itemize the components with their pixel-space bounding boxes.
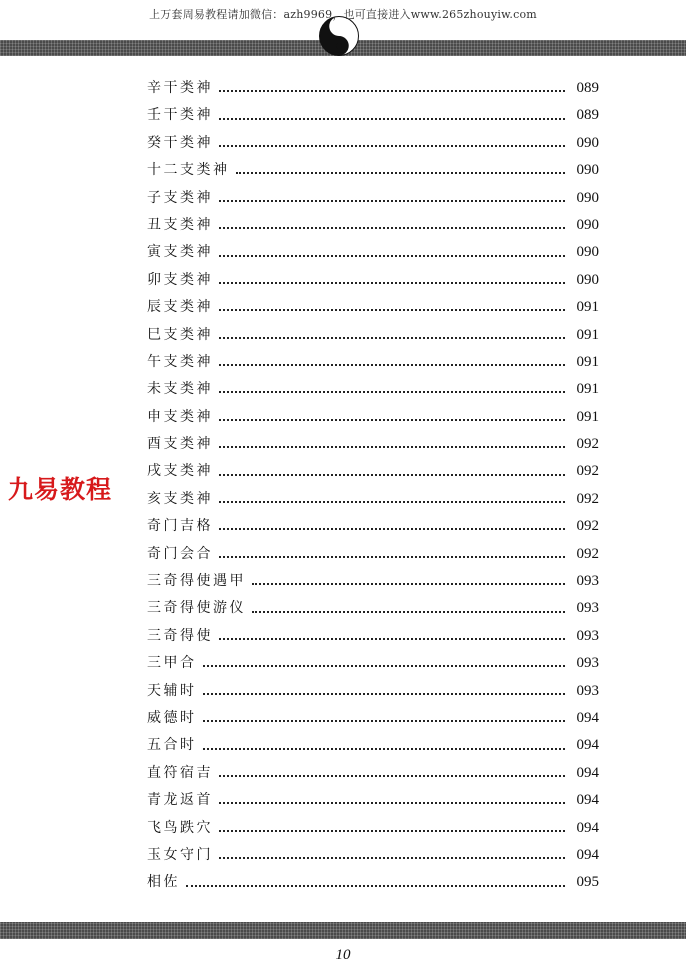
- toc-entry-title: 巳支类神: [147, 326, 213, 343]
- toc-entry[interactable]: [147, 678, 599, 705]
- toc-leader-dots: [219, 308, 565, 311]
- toc-entry-page: 094: [576, 764, 599, 781]
- toc-entry-page: 093: [576, 573, 599, 590]
- toc-entry-title: 亥支类神: [147, 490, 213, 507]
- footer-band: [0, 922, 686, 939]
- toc-entry-title: 未支类神: [147, 381, 213, 398]
- toc-entry[interactable]: [147, 212, 599, 239]
- toc-entry-title: 奇门吉格: [147, 518, 213, 535]
- toc-entry-page: 092: [576, 436, 599, 453]
- toc-leader-dots: [219, 254, 565, 257]
- toc-entry[interactable]: [147, 431, 599, 458]
- toc-entry-page: 094: [576, 709, 599, 726]
- toc-entry-page: 090: [576, 244, 599, 261]
- toc-entry-title: 五合时: [147, 737, 197, 754]
- toc-entry[interactable]: [147, 568, 599, 595]
- toc-entry-page: 093: [576, 655, 599, 672]
- toc-entry-title: 三奇得使游仪: [147, 600, 246, 617]
- toc-leader-dots: [219, 637, 565, 640]
- toc-entry-title: 辰支类神: [147, 299, 213, 316]
- toc-entry-title: 酉支类神: [147, 436, 213, 453]
- toc-leader-dots: [203, 692, 566, 695]
- toc-entry-page: 090: [576, 162, 599, 179]
- toc-entry[interactable]: [147, 541, 599, 568]
- toc-entry-page: 091: [576, 353, 599, 370]
- toc-entry-page: 094: [576, 792, 599, 809]
- toc-entry-title: 青龙返首: [147, 792, 213, 809]
- toc-leader-dots: [219, 226, 565, 229]
- toc-leader-dots: [219, 445, 565, 448]
- toc-entry-title: 三甲合: [147, 655, 197, 672]
- toc-leader-dots: [203, 719, 566, 722]
- toc-entry-title: 卯支类神: [147, 271, 213, 288]
- toc-leader-dots: [219, 801, 565, 804]
- toc-entry[interactable]: [147, 595, 599, 622]
- toc-leader-dots: [219, 527, 565, 530]
- toc-leader-dots: [236, 171, 566, 174]
- toc-entry-title: 天辅时: [147, 682, 197, 699]
- toc-entry-title: 戌支类神: [147, 463, 213, 480]
- toc-entry[interactable]: [147, 239, 599, 266]
- toc-entry[interactable]: [147, 732, 599, 759]
- toc-entry-title: 十二支类神: [147, 162, 230, 179]
- toc-entry[interactable]: [147, 513, 599, 540]
- toc-leader-dots: [252, 610, 565, 613]
- toc-entry-page: 089: [576, 107, 599, 124]
- toc-leader-dots: [219, 473, 565, 476]
- toc-entry[interactable]: [147, 787, 599, 814]
- toc-entry-title: 子支类神: [147, 189, 213, 206]
- toc-entry-title: 午支类神: [147, 353, 213, 370]
- toc-entry-page: 091: [576, 299, 599, 316]
- toc-leader-dots: [219, 418, 565, 421]
- top-note: 上万套周易教程请加微信：azh9969，也可直接进入www.265zhouyiw.com: [149, 8, 537, 21]
- toc-entry[interactable]: [147, 349, 599, 376]
- toc-leader-dots: [219, 390, 565, 393]
- table-of-contents: [147, 75, 599, 897]
- toc-leader-dots: [219, 336, 565, 339]
- toc-entry[interactable]: [147, 486, 599, 513]
- toc-entry[interactable]: [147, 650, 599, 677]
- toc-entry[interactable]: [147, 294, 599, 321]
- toc-entry-page: 094: [576, 819, 599, 836]
- toc-entry-page: 093: [576, 600, 599, 617]
- watermark: 九易教程: [8, 475, 113, 504]
- toc-entry[interactable]: [147, 75, 599, 102]
- toc-entry-page: 091: [576, 326, 599, 343]
- taiji-icon: [319, 16, 359, 56]
- toc-entry[interactable]: [147, 157, 599, 184]
- toc-entry-title: 壬干类神: [147, 107, 213, 124]
- toc-entry-page: 090: [576, 271, 599, 288]
- toc-entry-page: 094: [576, 846, 599, 863]
- toc-leader-dots: [203, 747, 566, 750]
- toc-leader-dots: [219, 500, 565, 503]
- toc-leader-dots: [219, 89, 565, 92]
- toc-entry[interactable]: [147, 185, 599, 212]
- toc-entry-page: 092: [576, 463, 599, 480]
- toc-entry-page: 092: [576, 518, 599, 535]
- toc-leader-dots: [219, 363, 565, 366]
- toc-entry-page: 091: [576, 408, 599, 425]
- toc-leader-dots: [219, 281, 565, 284]
- toc-entry[interactable]: [147, 458, 599, 485]
- toc-entry[interactable]: [147, 760, 599, 787]
- toc-entry[interactable]: [147, 842, 599, 869]
- page-number: 10: [335, 947, 351, 963]
- toc-entry-title: 飞鸟跌穴: [147, 819, 213, 836]
- toc-leader-dots: [203, 664, 566, 667]
- toc-entry-title: 辛干类神: [147, 80, 213, 96]
- toc-leader-dots: [219, 199, 565, 202]
- toc-entry-page: 090: [576, 134, 599, 151]
- toc-entry-page: 090: [576, 216, 599, 233]
- toc-entry[interactable]: [147, 869, 599, 896]
- toc-entry-title: 威德时: [147, 709, 197, 726]
- toc-entry[interactable]: [147, 623, 599, 650]
- toc-entry-page: 095: [576, 874, 599, 891]
- toc-entry-title: 寅支类神: [147, 244, 213, 261]
- toc-entry[interactable]: [147, 267, 599, 294]
- toc-entry-title: 丑支类神: [147, 216, 213, 233]
- toc-leader-dots: [219, 144, 565, 147]
- toc-entry-title: 相佐: [147, 874, 180, 891]
- toc-entry-title: 玉女守门: [147, 846, 213, 863]
- toc-entry[interactable]: [147, 705, 599, 732]
- toc-leader-dots: [219, 117, 565, 120]
- toc-entry[interactable]: [147, 322, 599, 349]
- toc-entry-title: 三奇得使遇甲: [147, 573, 246, 590]
- toc-entry-title: 癸干类神: [147, 134, 213, 151]
- toc-entry[interactable]: [147, 102, 599, 129]
- toc-leader-dots: [252, 582, 565, 585]
- toc-entry-title: 申支类神: [147, 408, 213, 425]
- toc-entry[interactable]: [147, 815, 599, 842]
- toc-entry-page: 093: [576, 682, 599, 699]
- toc-entry-page: 091: [576, 381, 599, 398]
- toc-entry-page: 090: [576, 189, 599, 206]
- toc-entry-title: 直符宿吉: [147, 764, 213, 781]
- toc-entry-page: 092: [576, 490, 599, 507]
- toc-entry-page: 089: [576, 80, 599, 96]
- toc-leader-dots: [219, 829, 565, 832]
- toc-leader-dots: [219, 555, 565, 558]
- toc-entry-title: 奇门会合: [147, 545, 213, 562]
- toc-entry-page: 092: [576, 545, 599, 562]
- toc-leader-dots: [219, 774, 565, 777]
- toc-leader-dots: [219, 856, 565, 859]
- toc-entry[interactable]: [147, 376, 599, 403]
- toc-entry-page: 094: [576, 737, 599, 754]
- toc-entry-page: 093: [576, 627, 599, 644]
- toc-entry[interactable]: [147, 130, 599, 157]
- toc-entry[interactable]: [147, 404, 599, 431]
- toc-entry-title: 三奇得使: [147, 627, 213, 644]
- toc-leader-dots: [186, 884, 565, 887]
